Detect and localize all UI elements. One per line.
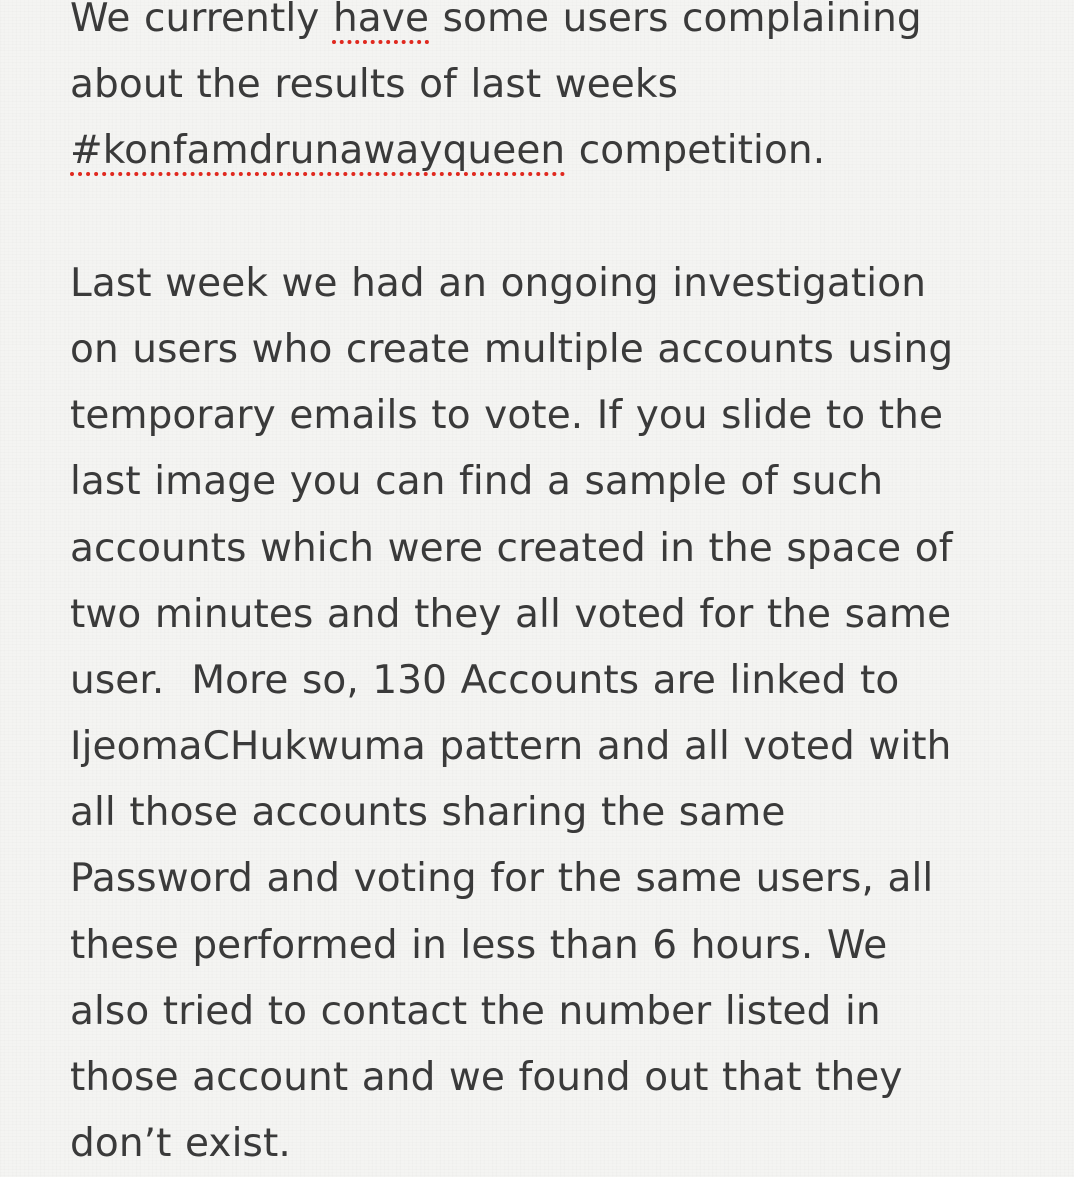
note-text-area[interactable]	[70, 0, 1030, 1177]
text-line: these performed in less than 6 hours. We	[70, 922, 888, 968]
text-line	[70, 118, 1030, 184]
text-line: on users who create multiple accounts using	[70, 326, 954, 372]
text-line: IjeomaCHukwuma pattern and all voted with	[70, 724, 952, 770]
text-line: all those accounts sharing the same	[70, 790, 786, 836]
text-line: accounts which were created in the space of	[70, 525, 953, 571]
misspelled-word[interactable]: #konfamdrunawayqueen	[70, 128, 566, 174]
text-line: last image you can find a sample of such	[70, 459, 884, 505]
text-line: about the results of last weeks	[70, 62, 678, 108]
text-line: Last week we had an ongoing investigation	[70, 260, 927, 306]
text-line: Password and voting for the same users, all	[70, 856, 934, 902]
text-segment: competition.	[565, 128, 826, 174]
text-line: those account and we found out that they	[70, 1055, 903, 1100]
text-line: user. More so, 130 Accounts are linked to	[70, 657, 900, 703]
text-segment: some users complaining	[429, 0, 922, 41]
text-line	[70, 0, 1030, 52]
text-line: don’t exist.	[70, 1121, 291, 1167]
misspelled-word[interactable]: have	[332, 0, 430, 41]
text-segment: We currently	[70, 0, 333, 41]
paragraph-break	[70, 185, 1030, 251]
text-line: two minutes and they all voted for the same	[70, 591, 952, 637]
text-line: temporary emails to vote. If you slide to the	[70, 393, 944, 439]
text-line: also tried to contact the number listed in	[70, 988, 881, 1034]
